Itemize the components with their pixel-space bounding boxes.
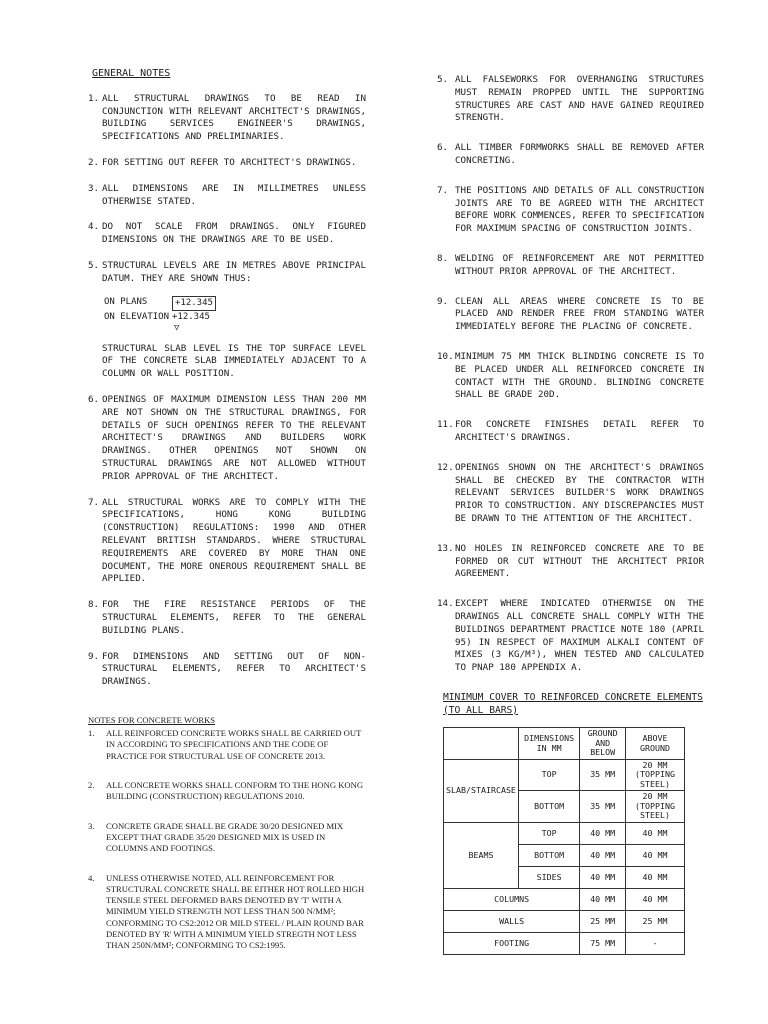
general-note — [437, 462, 704, 526]
note-number: 12. — [437, 461, 454, 473]
elevation-level-row — [104, 311, 366, 324]
note-text: MINIMUM 75 MM THICK BLINDING CONCRETE IS TO BE PLACED UNDER ALL REINFORCED CONCRETE IN CONTACT WITH THE GROUND. BLINDING CONCRETE SHALL BE GRADE 20D. — [455, 350, 704, 401]
note-number: 6. — [88, 393, 100, 405]
note-number: 7. — [437, 184, 449, 196]
table-cell: TOP — [518, 759, 579, 791]
table-row — [444, 822, 685, 844]
general-note — [437, 419, 704, 445]
table-header: GROUND AND BELOW — [580, 728, 626, 760]
general-note-continued — [88, 343, 366, 381]
table-cell: SIDES — [518, 866, 579, 888]
note-text: FOR DIMENSIONS AND SETTING OUT OF NON-STRUCTURAL ELEMENTS, REFER TO ARCHITECT'S DRAWINGS. — [102, 650, 366, 688]
note-number: 2. — [88, 780, 95, 791]
table-cell: 40 MM — [626, 866, 685, 888]
table-cell: 40 MM — [626, 844, 685, 866]
table-header: DIMENSIONS IN MM — [518, 728, 579, 760]
note-text: NO HOLES IN REINFORCED CONCRETE ARE TO BE FORMED OR CUT WITHOUT THE ARCHITECT PRIOR AGREEMENT. — [455, 542, 704, 580]
table-cell: BOTTOM — [518, 791, 579, 823]
general-note — [88, 157, 366, 170]
note-text: ALL DIMENSIONS ARE IN MILLIMETRES UNLESS OTHERWISE STATED. — [102, 182, 366, 207]
note-text: THE POSITIONS AND DETAILS OF ALL CONSTRUCTION JOINTS ARE TO BE AGREED WITH THE ARCHITECT BEFORE WORK COMMENCES, REFER TO SPECIFICATION FOR MAXIMUM SPACING OF CONSTRUCTION JOINTS. — [455, 184, 704, 235]
row-group-label: WALLS — [444, 910, 580, 932]
table-row — [444, 910, 685, 932]
note-number: 14. — [437, 598, 454, 610]
note-text: STRUCTURAL SLAB LEVEL IS THE TOP SURFACE LEVEL OF THE CONCRETE SLAB IMMEDIATELY ADJACENT TO A COLUMN OR WALL POSITION. — [102, 342, 366, 380]
general-note — [88, 221, 366, 247]
note-number: 2. — [88, 156, 100, 168]
table-row — [444, 932, 685, 954]
note-text: ALL STRUCTURAL DRAWINGS TO BE READ IN CONJUNCTION WITH RELEVANT ARCHITECT'S DRAWINGS, BUILDING SERVICES ENGINEER'S DRAWINGS, SPECIFICATIONS AND PRELIMINARIES. — [102, 92, 366, 143]
note-number: 8. — [437, 252, 449, 264]
note-text: ALL REINFORCED CONCRETE WORKS SHALL BE CARRIED OUT IN ACCORDING TO SPECIFICATIONS AND THE CODE OF PRACTICE FOR STRUCTURAL USE OF CONCRETE 2013. — [106, 728, 362, 761]
general-note — [437, 74, 704, 125]
concrete-note — [88, 780, 366, 803]
plans-level-label: ON PLANS — [104, 296, 148, 307]
table-header-row — [444, 728, 685, 760]
note-number: 3. — [88, 182, 100, 194]
general-note — [437, 253, 704, 279]
table-cell: 40 MM — [580, 822, 626, 844]
level-marker-icon: ▽ — [174, 322, 180, 333]
note-number: 4. — [88, 872, 95, 883]
table-row — [444, 759, 685, 791]
elevation-level-value: +12.345 — [172, 311, 210, 322]
row-group-label: COLUMNS — [444, 888, 580, 910]
note-text: FOR CONCRETE FINISHES DETAIL REFER TO ARCHITECT'S DRAWINGS. — [455, 419, 704, 443]
table-cell: - — [626, 932, 685, 954]
table-cell: TOP — [518, 822, 579, 844]
note-text: ALL TIMBER FORMWORKS SHALL BE REMOVED AFTER CONCRETING. — [455, 142, 704, 166]
row-group-label: SLAB/STAIRCASE — [444, 759, 519, 822]
general-note — [437, 296, 704, 334]
note-number: 5. — [437, 74, 449, 85]
note-text: WELDING OF REINFORCEMENT ARE NOT PERMITTED WITHOUT PRIOR APPROVAL OF THE ARCHITECT. — [455, 252, 704, 277]
table-cell: 40 MM — [580, 844, 626, 866]
note-text: EXCEPT WHERE INDICATED OTHERWISE ON THE DRAWINGS ALL CONCRETE SHALL COMPLY WITH THE BUILDINGS DEPARTMENT PRACTICE NOTE 180 (APRIL 95) IN RESPECT OF MAXIMUM ALKALI CONTENT OF MIXES (3 KG/M³), WHEN TESTED AND CALCULATED TO PNAP 180 APPENDIX A. — [455, 598, 704, 674]
right-column — [437, 74, 704, 955]
table-header: ABOVE GROUND — [626, 728, 685, 760]
note-text: UNLESS OTHERWISE NOTED, ALL REINFORCEMENT FOR STRUCTURAL CONCRETE SHALL BE EITHER HOT ROLLED HIGH TENSILE STEEL DEFORMED BARS DENOTED BY 'T' WITH A MINIMUM YIELD STRENGTH NOT LESS THAN 500 N/MM²; CONFORMING TO CS2:2012 OR MILD STEEL / PLAIN ROUND BAR DENOTED BY 'R' WITH A MINIMUM YIELD STREGTH NOT LESS THAN 250N/MM²; CONFORMING TO CS2:1995. — [106, 872, 365, 951]
cover-table-title: MINIMUM COVER TO REINFORCED CONCRETE ELEMENTS (TO ALL BARS) — [443, 691, 703, 716]
note-text: ALL FALSEWORKS FOR OVERHANGING STRUCTURES MUST REMAIN PROPPED UNTIL THE SUPPORTING STRUCTURES ARE CAST AND HAVE GAINED REQUIRED STRENGTH. — [455, 74, 704, 124]
note-number: 9. — [88, 650, 100, 662]
note-text: OPENINGS OF MAXIMUM DIMENSION LESS THAN 200 MM ARE NOT SHOWN ON THE STRUCTURAL DRAWINGS, FOR DETAILS OF SUCH OPENINGS REFER TO THE RELEVANT ARCHITECT'S DRAWINGS AND BUILDERS WORK DRAWINGS. OTHER OPENINGS NOT SHOWN ON STRUCTURAL DRAWINGS ARE NOT ALLOWED WITHOUT PRIOR APPROVAL OF THE ARCHITECT. — [102, 393, 366, 482]
note-number: 7. — [88, 496, 100, 508]
note-number: 9. — [437, 295, 449, 307]
cover-table — [443, 727, 685, 955]
table-cell: BOTTOM — [518, 844, 579, 866]
row-group-label: FOOTING — [444, 932, 580, 954]
note-number: 1. — [88, 92, 100, 104]
note-text: STRUCTURAL LEVELS ARE IN METRES ABOVE PRINCIPAL DATUM. THEY ARE SHOWN THUS: — [102, 259, 366, 284]
note-number: 8. — [88, 599, 100, 611]
plans-level-row — [104, 296, 366, 311]
general-note — [88, 93, 366, 144]
general-note — [88, 183, 366, 209]
note-number: 1. — [88, 728, 95, 739]
row-group-label: BEAMS — [444, 822, 519, 888]
table-cell — [444, 728, 519, 760]
concrete-note — [88, 873, 366, 952]
general-note — [88, 260, 366, 286]
note-text: CLEAN ALL AREAS WHERE CONCRETE IS TO BE PLACED AND RENDER FREE FROM STANDING WATER IMMEDIATELY BEFORE THE PLACING OF CONCRETE. — [455, 295, 704, 333]
note-text: FOR THE FIRE RESISTANCE PERIODS OF THE STRUCTURAL ELEMENTS, REFER TO THE GENERAL BUILDING PLANS. — [102, 599, 366, 636]
note-number: 10. — [437, 350, 454, 362]
note-text: CONCRETE GRADE SHALL BE GRADE 30/20 DESIGNED MIX EXCEPT THAT GRADE 35/20 DESIGNED MIX IS USED IN COLUMNS AND FOOTINGS. — [106, 820, 344, 854]
note-number: 4. — [88, 221, 100, 233]
general-note — [88, 651, 366, 689]
general-note — [88, 599, 366, 637]
general-note — [88, 497, 366, 587]
general-note — [437, 598, 704, 675]
concrete-notes-section — [88, 715, 366, 952]
note-text: ALL STRUCTURAL WORKS ARE TO COMPLY WITH THE SPECIFICATIONS, HONG KONG BUILDING (CONSTRUCTION) REGULATIONS: 1990 AND OTHER RELEVANT BRITISH STANDARDS. WHERE STRUCTURAL REQUIREMENTS ARE COVERED BY MORE THAN ONE DOCUMENT, THE MORE ONEROUS REQUIREMENT SHALL BE APPLIED. — [102, 496, 366, 585]
table-cell: 75 MM — [580, 932, 626, 954]
concrete-note — [88, 821, 366, 855]
note-number: 5. — [88, 259, 100, 271]
note-text: DO NOT SCALE FROM DRAWINGS. ONLY FIGURED DIMENSIONS ON THE DRAWINGS ARE TO BE USED. — [102, 221, 366, 246]
note-number: 3. — [88, 820, 95, 831]
table-cell: 25 MM — [626, 910, 685, 932]
note-text: ALL CONCRETE WORKS SHALL CONFORM TO THE HONG KONG BUILDING (CONSTRUCTION) REGULATIONS 2010. — [106, 780, 364, 802]
table-cell: 20 MM (TOPPING STEEL) — [626, 759, 685, 791]
general-note — [437, 351, 704, 402]
general-note — [437, 543, 704, 581]
table-cell: 25 MM — [580, 910, 626, 932]
note-number: 11. — [437, 419, 454, 431]
table-cell: 40 MM — [580, 866, 626, 888]
elevation-level-label: ON ELEVATION — [104, 311, 170, 322]
left-column — [88, 60, 366, 970]
table-cell: 40 MM — [626, 888, 685, 910]
table-row — [444, 888, 685, 910]
table-cell: 40 MM — [580, 888, 626, 910]
level-notation — [104, 296, 366, 333]
general-note — [437, 185, 704, 236]
note-number: 6. — [437, 142, 449, 154]
concrete-note — [88, 728, 366, 762]
general-notes-heading: GENERAL NOTES — [92, 68, 171, 79]
general-note — [88, 394, 366, 484]
note-text: FOR SETTING OUT REFER TO ARCHITECT'S DRAWINGS. — [102, 156, 357, 168]
table-cell: 20 MM (TOPPING STEEL) — [626, 791, 685, 823]
note-number: 13. — [437, 542, 454, 554]
concrete-notes-heading: NOTES FOR CONCRETE WORKS — [88, 714, 216, 725]
table-cell: 35 MM — [580, 791, 626, 823]
general-note — [437, 142, 704, 168]
table-cell: 35 MM — [580, 759, 626, 791]
table-cell: 40 MM — [626, 822, 685, 844]
note-text: OPENINGS SHOWN ON THE ARCHITECT'S DRAWINGS SHALL BE CHECKED BY THE CONTRACTOR WITH RELEVANT SERVICES BUILDER'S WORK DRAWINGS PRIOR TO CONSTRUCTION. ANY DISCREPANCIES MUST BE DRAWN TO THE ATTENTION OF THE ARCHITECT. — [455, 461, 704, 524]
plans-level-value: +12.345 — [172, 296, 216, 311]
